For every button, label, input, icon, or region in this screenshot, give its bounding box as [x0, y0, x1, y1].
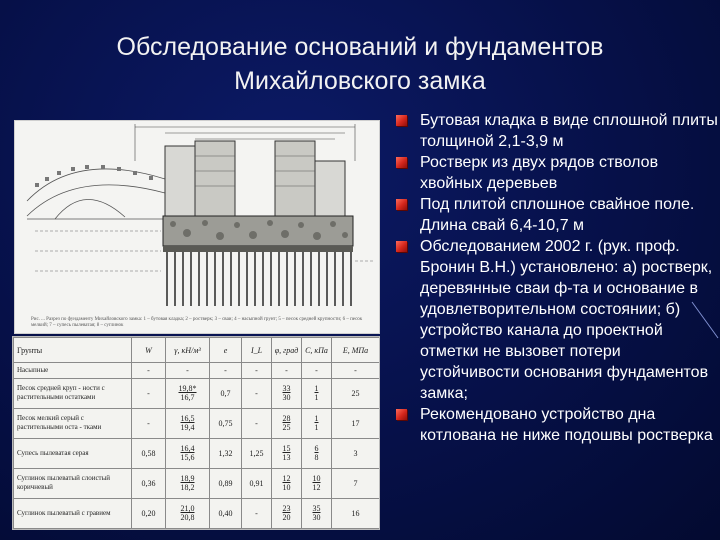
cell-w: 0,58: [132, 438, 166, 468]
soil-name: Песок мелкий серый с растительными оста - тками: [14, 408, 132, 438]
cell-phi: [272, 498, 302, 528]
cell-e-modulus: 17: [332, 408, 380, 438]
cell-phi-bottom: 10: [282, 483, 291, 493]
cell-c: -: [302, 363, 332, 379]
cell-phi: [272, 378, 302, 408]
foundation-section-drawing: [14, 120, 380, 334]
cell-gamma-bottom: 16,7: [180, 393, 195, 403]
cell-e: 0,89: [210, 468, 242, 498]
cell-gamma-top: 16,4: [180, 444, 195, 454]
cell-gamma-top: 18,9: [180, 474, 195, 484]
bullet-item: [392, 110, 718, 152]
cell-phi-top: 33: [282, 384, 291, 394]
col-header-w: W: [132, 338, 166, 363]
red-square-bullet-icon: [396, 409, 407, 420]
cell-phi-top: 15: [282, 444, 291, 454]
cell-phi-top: 28: [282, 414, 291, 424]
cell-c: [302, 498, 332, 528]
cell-il: -: [242, 498, 272, 528]
bullet-item: [392, 152, 718, 194]
cell-w: 0,36: [132, 468, 166, 498]
red-square-bullet-icon: [396, 199, 407, 210]
cell-e: 0,7: [210, 378, 242, 408]
soil-name: Супесь пылеватая серая: [14, 438, 132, 468]
cell-gamma: [166, 468, 210, 498]
col-header-gamma: γ, кН/м³: [166, 338, 210, 363]
cell-il: 1,25: [242, 438, 272, 468]
cell-il: -: [242, 408, 272, 438]
col-header-e: e: [210, 338, 242, 363]
cell-gamma: [166, 378, 210, 408]
cell-phi: [272, 408, 302, 438]
foundation-section-svg: [15, 121, 379, 333]
cell-w: -: [132, 378, 166, 408]
cell-phi-bottom: 13: [282, 453, 291, 463]
soil-name: Песок средней круп - ности с растительными остатками: [14, 378, 132, 408]
cell-c-bottom: 1: [314, 393, 319, 403]
cell-il: 0,91: [242, 468, 272, 498]
cell-e-modulus: 25: [332, 378, 380, 408]
cell-phi-bottom: 25: [282, 423, 291, 433]
cell-gamma-top: 16,5: [180, 414, 195, 424]
bullet-text: Обследованием 2002 г. (рук. проф. Бронин В.Н.) установлено: а) ростверк, деревянные сваи ф-та и основание в удовлетворительном состоянии; б) устройство канала до проектной отметки не вызовет потери устойчивости основания фундаментов замка;: [420, 238, 713, 402]
cell-gamma: [166, 408, 210, 438]
soil-properties-table: [12, 336, 380, 530]
cell-c: [302, 468, 332, 498]
bullet-item: [392, 404, 718, 446]
cell-c-bottom: 1: [314, 423, 319, 433]
cell-e-modulus: -: [332, 363, 380, 379]
col-header-soil: Грунты: [14, 338, 132, 363]
cell-phi-top: 23: [282, 504, 291, 514]
red-square-bullet-icon: [396, 157, 407, 168]
cell-gamma: [166, 438, 210, 468]
cell-e-modulus: 3: [332, 438, 380, 468]
cell-gamma-top: 21,0: [180, 504, 195, 514]
title-line-2: Михайловского замка: [234, 67, 486, 95]
cell-gamma-bottom: 20,8: [180, 513, 195, 523]
soil-name: Насыпные: [14, 363, 132, 379]
table-row: [14, 438, 380, 468]
bullet-text: Ростверк из двух рядов стволов хвойных деревьев: [420, 154, 659, 192]
table-row: [14, 378, 380, 408]
table-header-row: [14, 338, 380, 363]
bullet-text: Рекомендовано устройство дна котлована не ниже подошвы ростверка: [420, 406, 713, 444]
cell-c: [302, 438, 332, 468]
cell-c-bottom: 12: [312, 483, 321, 493]
cell-phi: [272, 438, 302, 468]
cell-c-bottom: 30: [312, 513, 321, 523]
cell-gamma-bottom: 19,4: [180, 423, 195, 433]
col-header-c: C, кПа: [302, 338, 332, 363]
cell-gamma-top: 19,8*: [178, 384, 197, 394]
cell-c-top: 10: [312, 474, 321, 484]
cell-c: [302, 378, 332, 408]
decorative-line: [690, 300, 720, 340]
findings-bullet-list: [392, 110, 718, 446]
cell-phi-bottom: 20: [282, 513, 291, 523]
soil-name: Суглинок пылеватый с гравием: [14, 498, 132, 528]
cell-gamma-bottom: 18,2: [180, 483, 195, 493]
slide-title: [40, 30, 680, 98]
cell-e: -: [210, 363, 242, 379]
cell-w: -: [132, 408, 166, 438]
bullet-item: [392, 236, 718, 404]
cell-il: -: [242, 378, 272, 408]
cell-phi: -: [272, 363, 302, 379]
bullet-text: Бутовая кладка в виде сплошной плиты толщиной 2,1-3,9 м: [420, 112, 718, 150]
table-row: [14, 363, 380, 379]
cell-w: -: [132, 363, 166, 379]
cell-c-top: 35: [312, 504, 321, 514]
cell-c-top: 6: [314, 444, 319, 454]
red-square-bullet-icon: [396, 241, 407, 252]
cell-phi: [272, 468, 302, 498]
cell-c-top: 1: [314, 414, 319, 424]
bullet-text: Под плитой сплошное свайное поле. Длина свай 6,4-10,7 м: [420, 196, 695, 234]
col-header-il: I_L: [242, 338, 272, 363]
soil-name: Суглинок пылеватый слоистый коричневый: [14, 468, 132, 498]
cell-gamma: [166, 498, 210, 528]
cell-phi-top: 12: [282, 474, 291, 484]
cell-c-bottom: 8: [314, 453, 319, 463]
cell-w: 0,20: [132, 498, 166, 528]
bullet-item: [392, 194, 718, 236]
cell-gamma-bottom: 15,6: [180, 453, 195, 463]
red-square-bullet-icon: [396, 115, 407, 126]
table-row: [14, 408, 380, 438]
cell-c-top: 1: [314, 384, 319, 394]
figure-caption: Рис. ... Разрез по фундаменту Михайловского замка: 1 – бутовая кладка; 2 – ростверк; 3 – сваи; 4 – насыпной грунт; 5 – песок средней крупности; 6 – песок мелкий; 7 – супесь пылеватая; 8 – суглинок: [31, 317, 363, 328]
cell-e: 1,32: [210, 438, 242, 468]
cell-e: 0,40: [210, 498, 242, 528]
cell-phi-bottom: 30: [282, 393, 291, 403]
table-row: [14, 498, 380, 528]
cell-c: [302, 408, 332, 438]
cell-e: 0,75: [210, 408, 242, 438]
cell-gamma: -: [166, 363, 210, 379]
cell-e-modulus: 16: [332, 498, 380, 528]
col-header-e-modulus: E, МПа: [332, 338, 380, 363]
table-row: [14, 468, 380, 498]
cell-il: -: [242, 363, 272, 379]
col-header-phi: φ, град: [272, 338, 302, 363]
cell-e-modulus: 7: [332, 468, 380, 498]
title-line-1: Обследование оснований и фундаментов: [116, 33, 604, 61]
